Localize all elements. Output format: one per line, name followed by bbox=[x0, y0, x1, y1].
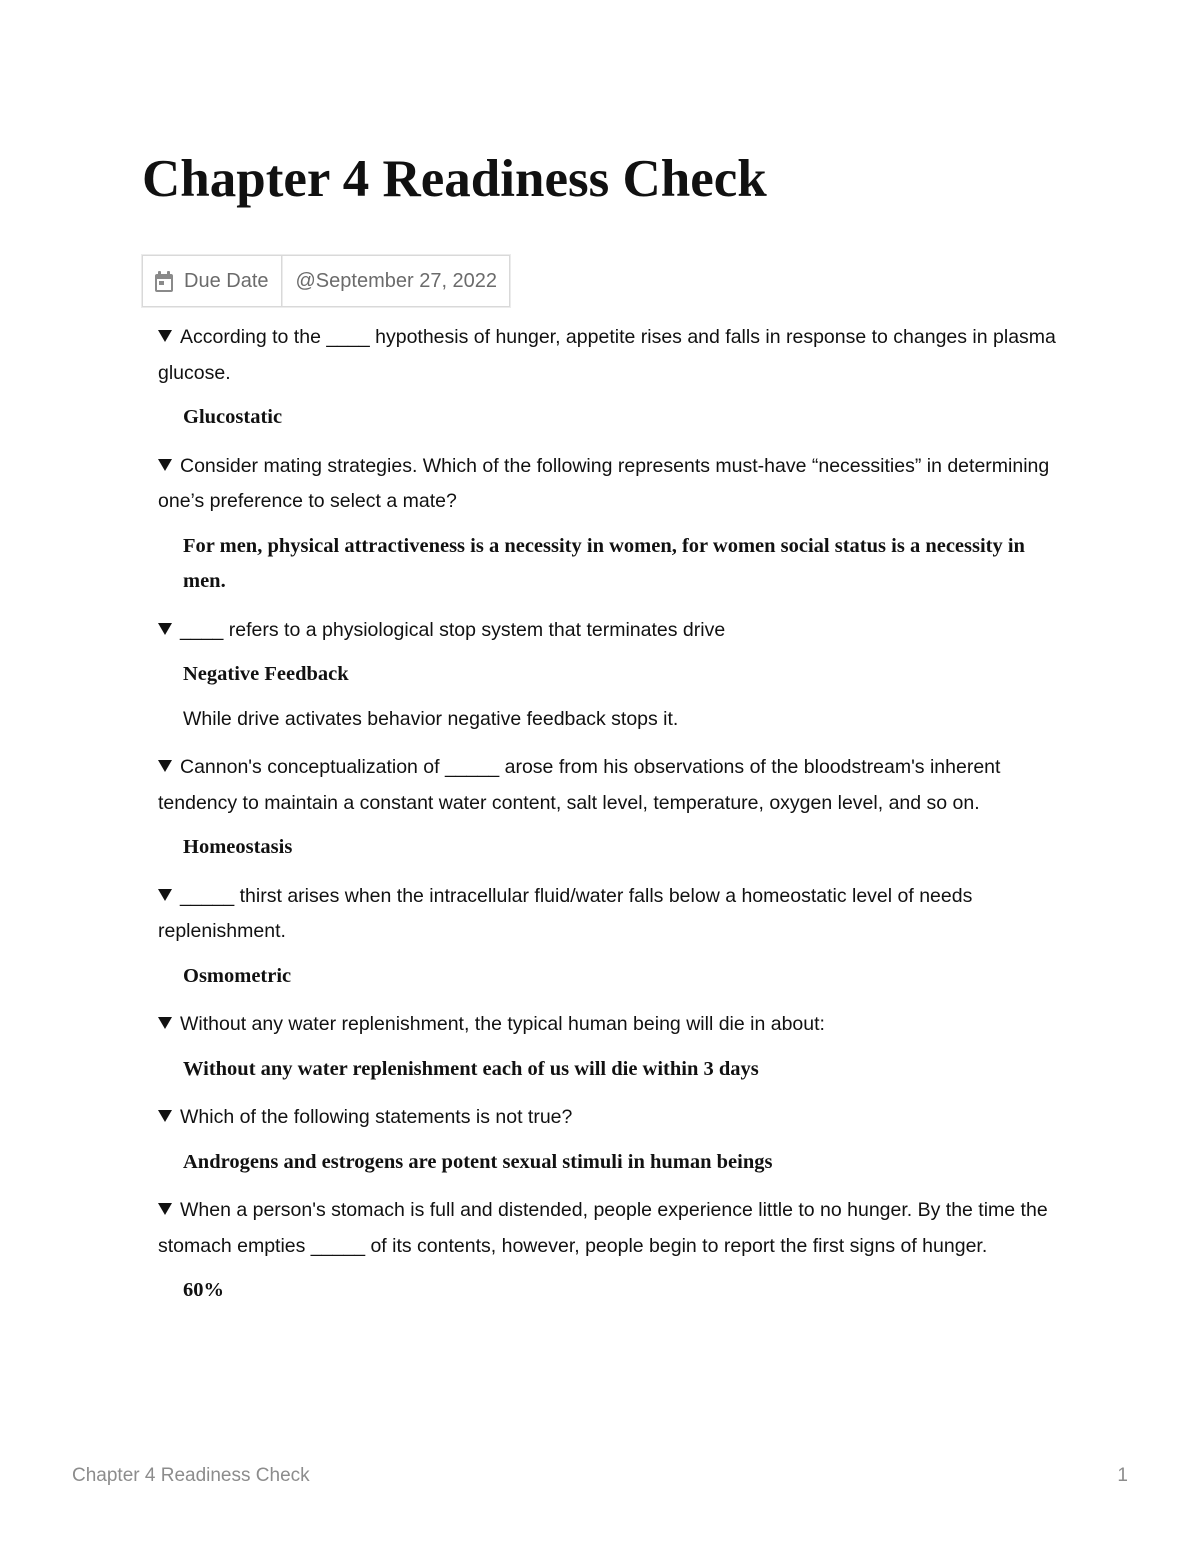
toggle-question bbox=[158, 1193, 1063, 1264]
toggle-question bbox=[158, 1100, 1063, 1136]
toggle-list bbox=[158, 320, 1063, 1322]
toggle-question bbox=[158, 613, 1063, 649]
toggle-block bbox=[158, 879, 1063, 995]
toggle-block bbox=[158, 1193, 1063, 1309]
toggle-block bbox=[158, 613, 1063, 738]
answer-text: Negative Feedback bbox=[183, 663, 349, 685]
triangle-down-icon[interactable] bbox=[158, 613, 172, 627]
answer-text: For men, physical attractiveness is a necessity in women, for women social status is a necessity in men. bbox=[183, 534, 1025, 592]
triangle-down-icon[interactable] bbox=[158, 449, 172, 463]
answer-text: 60% bbox=[183, 1279, 224, 1301]
due-date-label: Due Date bbox=[184, 269, 269, 292]
triangle-down-icon[interactable] bbox=[158, 1007, 172, 1021]
toggle-question bbox=[158, 449, 1063, 520]
properties-table bbox=[142, 255, 510, 307]
toggle-block bbox=[158, 1007, 1063, 1087]
triangle-down-icon[interactable] bbox=[158, 1100, 172, 1114]
question-text: Consider mating strategies. Which of the following represents must-have “necessities” in determining one’s preference to select a mate? bbox=[158, 454, 1050, 512]
due-date-value: @September 27, 2022 bbox=[295, 269, 498, 292]
question-text: ____ refers to a physiological stop system that terminates drive bbox=[180, 618, 726, 641]
toggle-question bbox=[158, 750, 1063, 821]
question-text: According to the ____ hypothesis of hunger, appetite rises and falls in response to changes in plasma glucose. bbox=[158, 326, 1056, 384]
answer-text: Androgens and estrogens are potent sexual stimuli in human beings bbox=[183, 1150, 773, 1173]
toggle-block bbox=[158, 320, 1063, 436]
due-date-property-key bbox=[143, 256, 282, 306]
question-text: Without any water replenishment, the typical human being will die in about: bbox=[180, 1013, 825, 1035]
answer-text: Without any water replenishment each of us will die within 3 days bbox=[183, 1057, 759, 1080]
toggle-block bbox=[158, 449, 1063, 600]
triangle-down-icon[interactable] bbox=[158, 1193, 172, 1207]
answer-note: While drive activates behavior negative feedback stops it. bbox=[183, 707, 679, 730]
toggle-question bbox=[158, 1007, 1063, 1043]
toggle-block bbox=[158, 750, 1063, 866]
question-text: When a person's stomach is full and distended, people experience little to no hunger. By the time the stomach empties _____ of its contents, however, people begin to report the first signs of hunger. bbox=[158, 1199, 1048, 1257]
due-date-property-value[interactable] bbox=[282, 256, 510, 306]
toggle-question bbox=[158, 320, 1063, 391]
toggle-block bbox=[158, 1100, 1063, 1180]
toggle-question bbox=[158, 879, 1063, 950]
page-title: Chapter 4 Readiness Check bbox=[142, 150, 767, 208]
answer-text: Homeostasis bbox=[183, 836, 293, 858]
answer-text: Glucostatic bbox=[183, 406, 283, 428]
answer-text: Osmometric bbox=[183, 964, 292, 987]
triangle-down-icon[interactable] bbox=[158, 320, 172, 334]
question-text: _____ thirst arises when the intracellular fluid/water falls below a homeostatic level of needs replenishment. bbox=[158, 884, 973, 942]
footer-title: Chapter 4 Readiness Check bbox=[72, 1465, 310, 1486]
triangle-down-icon[interactable] bbox=[158, 879, 172, 893]
triangle-down-icon[interactable] bbox=[158, 750, 172, 764]
calendar-icon bbox=[154, 271, 174, 293]
question-text: Which of the following statements is not true? bbox=[180, 1106, 573, 1128]
question-text: Cannon's conceptualization of _____ arose from his observations of the bloodstream's inherent tendency to maintain a constant water content, salt level, temperature, oxygen level, and so on. bbox=[158, 756, 1001, 814]
page-number: 1 bbox=[1117, 1465, 1128, 1486]
